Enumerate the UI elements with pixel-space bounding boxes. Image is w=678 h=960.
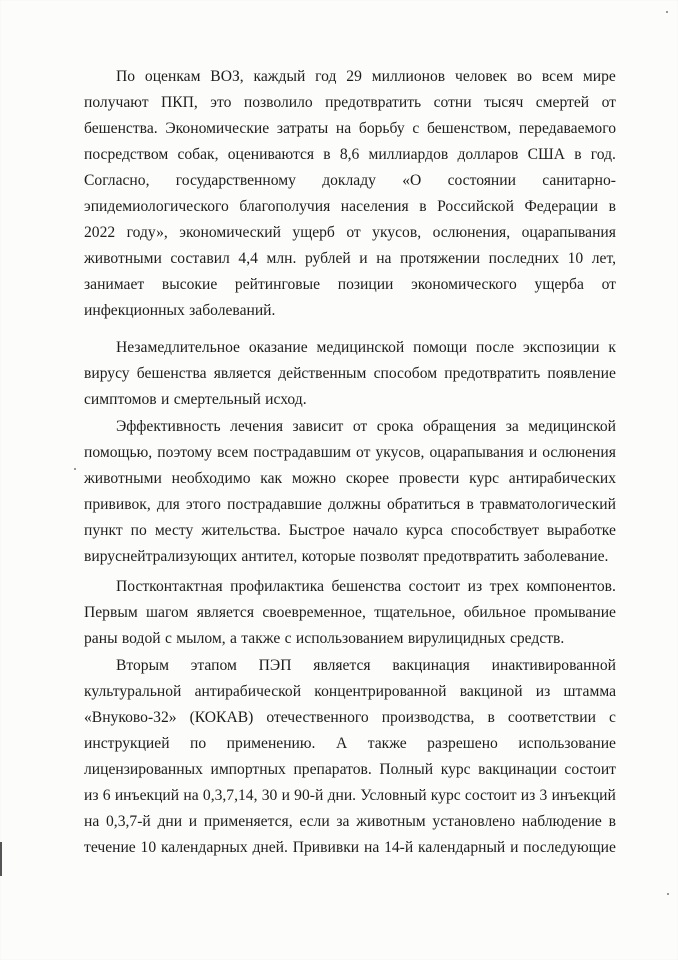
text-line: течение 10 календарных дней. Прививки на 14-й календарный и последующие bbox=[84, 839, 616, 856]
text-line: Эффективность лечения зависит от срока обращения за медицинской bbox=[116, 418, 616, 435]
text-line: бешенства. Экономические затраты на борьбу с бешенством, передаваемого bbox=[84, 120, 616, 137]
text-line: вируснейтрализующих антител, которые позволят предотвратить заболевание. bbox=[84, 548, 609, 565]
text-line: 2022 году», экономический ущерб от укусов, ослюнения, оцарапывания bbox=[84, 224, 616, 241]
text-line: эпидемиологического благополучия населения в Российской Федерации в bbox=[84, 198, 616, 215]
text-line: Вторым этапом ПЭП является вакцинация инактивированной bbox=[116, 657, 616, 674]
text-line: Постконтактная профилактика бешенства состоит из трех компонентов. bbox=[116, 578, 616, 595]
text-line: Согласно, государственному докладу «О состоянии санитарно- bbox=[84, 172, 616, 189]
text-line: прививок, для этого пострадавшие должны обратиться в травматологический bbox=[84, 496, 616, 513]
text-line: посредством собак, оцениваются в 8,6 миллиардов долларов США в год. bbox=[84, 146, 616, 163]
text-line: вирусу бешенства является действенным способом предотвратить появление bbox=[84, 365, 616, 382]
text-line: из 6 инъекций на 0,3,7,14, 30 и 90-й дни. Условный курс состоит из 3 инъекций bbox=[84, 787, 616, 804]
text-line: инструкцией по применению. А также разрешено использование bbox=[84, 735, 616, 752]
text-line: животными необходимо как можно скорее провести курс антирабических bbox=[84, 470, 616, 487]
text-line: Незамедлительное оказание медицинской помощи после экспозиции к bbox=[116, 339, 616, 356]
text-line: инфекционных заболеваний. bbox=[84, 302, 276, 319]
scan-speck bbox=[666, 11, 668, 13]
text-line: занимает высокие рейтинговые позиции экономического ущерба от bbox=[84, 276, 616, 293]
text-line: пункт по месту жительства. Быстрое начало курса способствует выработке bbox=[84, 522, 616, 539]
paragraph-who-estimates bbox=[84, 64, 616, 324]
text-line: получают ПКП, это позволило предотвратить сотни тысяч смертей от bbox=[84, 94, 616, 111]
text-line: раны водой с мылом, а также с использованием вирулицидных средств. bbox=[84, 630, 565, 647]
text-line: По оценкам ВОЗ, каждый год 29 миллионов человек во всем мире bbox=[116, 68, 616, 85]
text-line: животными составил 4,4 млн. рублей и на протяжении последних 10 лет, bbox=[84, 250, 616, 267]
scan-edge-mark bbox=[0, 842, 2, 876]
scan-speck bbox=[667, 893, 669, 895]
paragraph-immediate-care bbox=[84, 335, 616, 413]
paragraph-vaccination-stage bbox=[84, 653, 616, 861]
paragraph-treatment-effectiveness bbox=[84, 414, 616, 570]
text-line: «Внуково-32» (КОКАВ) отечественного производства, в соответствии с bbox=[84, 709, 616, 726]
text-line: культуральной антирабической концентрированной вакциной из штамма bbox=[84, 683, 616, 700]
text-line: помощью, поэтому всем пострадавшим от укусов, оцарапывания и ослюнения bbox=[84, 444, 616, 461]
text-line: на 0,3,7-й дни и применяется, если за животным установлено наблюдение в bbox=[84, 813, 616, 830]
text-line: Первым шагом является своевременное, тщательное, обильное промывание bbox=[84, 604, 616, 621]
text-line: лицензированных импортных препаратов. Полный курс вакцинации состоит bbox=[84, 761, 616, 778]
paragraph-prophylaxis-components bbox=[84, 574, 616, 652]
text-line: симптомов и смертельный исход. bbox=[84, 391, 307, 408]
scan-speck bbox=[74, 468, 76, 470]
